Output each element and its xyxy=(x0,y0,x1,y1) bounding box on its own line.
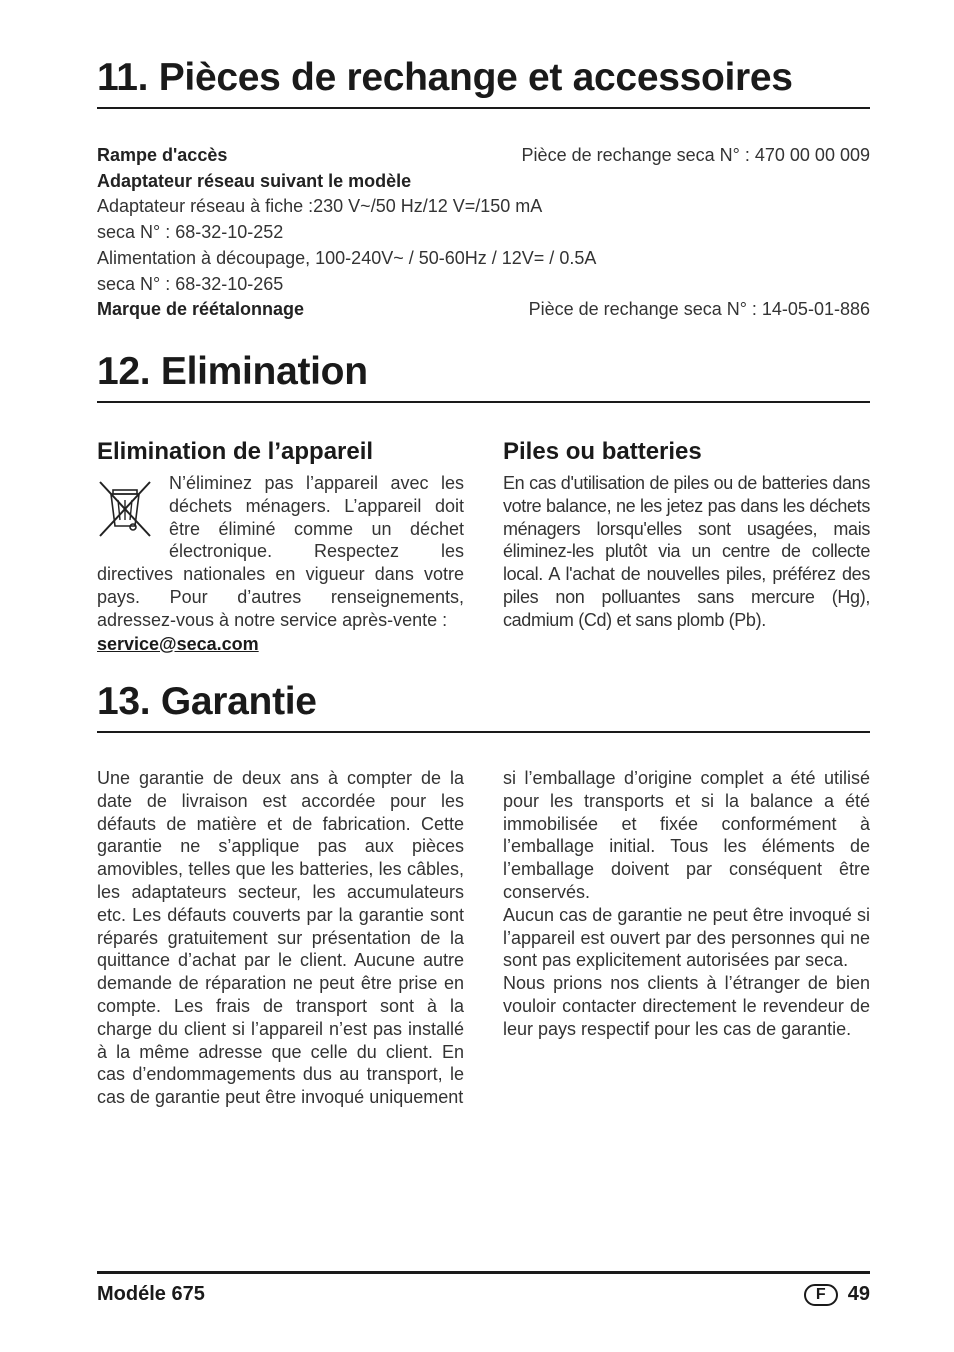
batteries-text: En cas d'utilisation de piles ou de batteries dans votre balance, ne les jetez pas dans les déchets ménagers lorsqu'elles sont usagées, mais éliminez-les plutôt via un centre de collecte local. A l'achat de nouvelles piles, préférez des piles non polluantes sans mercure (Hg), cadmium (Cd) et sans plomb (Pb). xyxy=(503,473,870,630)
warranty-paragraph-1: si l’emballage d’origine complet a été utilisé pour les transports et si la balance a été immobilisée et fixée conformément à l’emballage initial. Tous les éléments de l’emballage doivent par conséquent être conservés. xyxy=(503,768,870,902)
recalibration-part-number: Pièce de rechange seca N° : 14-05-01-886 xyxy=(528,299,870,320)
footer-page-info xyxy=(804,1283,870,1306)
ramp-label: Rampe d'accès xyxy=(97,145,228,165)
page-footer xyxy=(97,1271,870,1306)
language-badge: F xyxy=(804,1284,838,1306)
crossed-out-wheelie-bin-icon xyxy=(97,480,159,542)
adapter-line-4: seca N° : 68-32-10-265 xyxy=(97,273,284,294)
page-number: 49 xyxy=(847,1283,870,1305)
warranty-left-text: Une garantie de deux ans à compter de la date de livraison est accordée pour les défauts de matière et de fabrication. Cette garantie ne s’applique pas aux pièces amovibles, telles que les batteries, les câbles, les adaptateurs secteur, les accumulateurs etc. Les défauts couverts par la garantie sont réparés gratuitement sur présentation de la quittance d’achat par le client. Aucune autre demande de réparation ne peut être prise en compte. Les frais de transport sont à la charge du client si l’appareil n’est pas installé à la même adresse que celle du client. En cas d’endommagements dus au transport, le cas de garantie peut être invoqué uniquement xyxy=(97,768,464,1108)
adapter-line-3: Alimentation à découpage, 100-240V~ / 50-60Hz / 12V= / 0.5A xyxy=(97,247,597,268)
parts-row-ramp xyxy=(97,143,870,169)
ramp-part-number: Pièce de rechange seca N° : 470 00 00 009 xyxy=(521,145,870,165)
spare-parts-list xyxy=(97,143,870,323)
warranty-paragraph-2: Aucun cas de garantie ne peut être invoqué si l’appareil est ouvert par des personnes qui ne sont pas explicitement autorisées par seca. xyxy=(503,904,870,971)
batteries-heading: Piles ou batteries xyxy=(503,438,702,465)
device-disposal-text: N’éliminez pas l’appareil avec les déchets ménagers. L’appareil doit être éliminé comme un déchet électronique. Respectez les directives nationales en vigueur dans votre pays. Pour d’autres renseignements, adressez-vous à notre service après-vente : xyxy=(97,473,464,630)
section-12-title: 12. Elimination xyxy=(97,352,870,403)
recalibration-label: Marque de réétalonnage xyxy=(97,299,305,320)
device-disposal-heading: Elimination de l’appareil xyxy=(97,438,374,465)
section-11-title: 11. Pièces de rechange et accessoires xyxy=(97,58,870,109)
section-13-title: 13. Garantie xyxy=(97,682,870,733)
parts-row-recalibration xyxy=(97,297,870,323)
warranty-paragraph-3: Nous prions nos clients à l’étranger de bien vouloir contacter directement le revendeur de leur pays respectif pour les cas de garantie. xyxy=(503,973,870,1039)
service-email-link[interactable]: service@seca.com xyxy=(97,633,259,654)
model-label: Modéle 675 xyxy=(97,1283,205,1305)
adapter-line-1: Adaptateur réseau à fiche :230 V~/50 Hz/12 V=/150 mA xyxy=(97,196,543,217)
device-disposal-column xyxy=(97,440,464,656)
adapter-label: Adaptateur réseau suivant le modèle xyxy=(97,170,412,191)
adapter-line-2: seca N° : 68-32-10-252 xyxy=(97,222,284,243)
batteries-column xyxy=(503,440,870,632)
warranty-left-column xyxy=(97,767,464,1109)
warranty-right-column xyxy=(503,767,870,1041)
